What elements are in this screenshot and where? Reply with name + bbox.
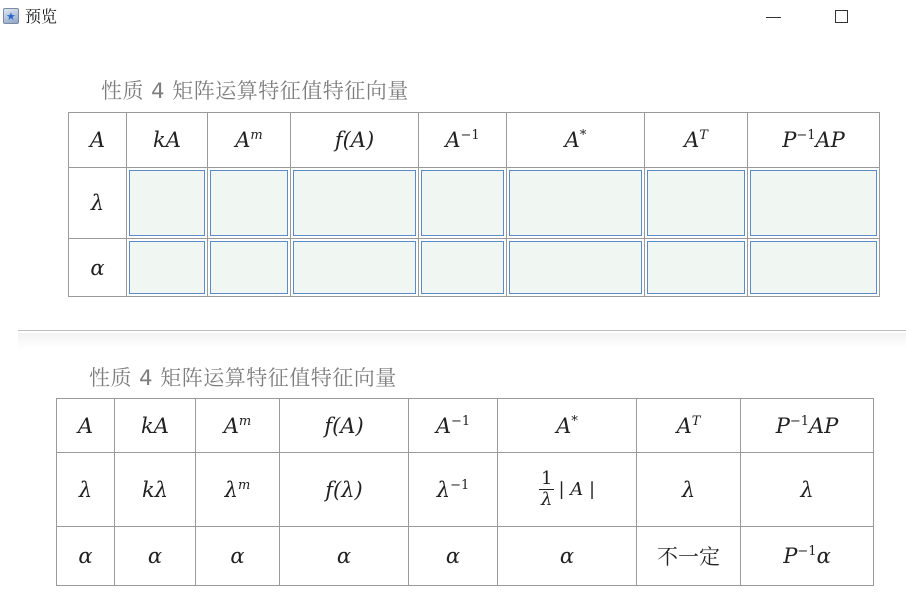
table-header-row [69,113,880,168]
blank-cell [127,168,208,239]
header-cell-at: $A^T$ [645,113,748,168]
header-cell-fa: f(A) [280,399,409,453]
window-title: 预览 [25,7,58,26]
header-cell-ka: kA [115,399,196,453]
fraction: $\frac{1}{\lambda}$ [540,468,553,510]
cell-fa-alpha: α [280,527,409,586]
cell-am-alpha: α [196,527,280,586]
cell-fa-lambda: f(λ) [280,453,409,527]
cell-ainv-alpha: α [409,527,498,586]
header-cell-ainv: $A^{-1}$ [409,399,498,453]
blank-cell [645,239,748,297]
cell-ka-lambda: kλ [115,453,196,527]
blank-cell [419,168,507,239]
blank-cell [748,239,880,297]
header-cell-at: $A^T$ [637,399,741,453]
divider-shadow [18,333,906,349]
header-cell-ka: kA [127,113,208,168]
slide-divider [18,330,906,331]
header-cell-a: A [69,113,127,168]
header-cell-astar: A* [498,399,637,453]
maximize-button[interactable] [828,6,856,28]
cell-ka-alpha: α [115,527,196,586]
header-cell-a: A [57,399,115,453]
row-label-lambda: λ [69,168,127,239]
slide2-table [56,398,874,586]
blank-cell [748,168,880,239]
row-label-alpha: α [69,239,127,297]
cell-astar-alpha: α [498,527,637,586]
table-header-row [57,399,874,453]
cell-pap-lambda: λ [741,453,874,527]
cell-ainv-lambda: $\lambda^{-1}$ [409,453,498,527]
table-row-lambda [57,453,874,527]
header-cell-astar: A* [507,113,645,168]
cell-astar-lambda: $\frac{1}{\lambda}$ | A | [498,453,637,527]
blank-cell [507,168,645,239]
slide1-table [68,112,880,297]
blank-cell [507,239,645,297]
header-cell-am: $A^m$ [208,113,291,168]
minimize-button[interactable] [760,6,788,28]
header-cell-fa: f(A) [291,113,419,168]
header-cell-am: $A^m$ [196,399,280,453]
row-label-alpha: α [57,527,115,586]
cell-pap-alpha: $P^{-1}\alpha$ [741,527,874,586]
blank-cell [291,168,419,239]
preview-app-icon [3,8,19,24]
blank-cell [208,168,291,239]
cell-at-alpha: 不一定 [637,527,741,586]
header-cell-pap: $P^{-1}AP$ [748,113,880,168]
slide1-heading: 性质 4 矩阵运算特征值特征向量 [101,79,409,103]
table-row-lambda [69,168,880,239]
blank-cell [291,239,419,297]
blank-cell [208,239,291,297]
title-bar [0,0,906,34]
slide2-heading: 性质 4 矩阵运算特征值特征向量 [89,366,397,390]
table-row-alpha [69,239,880,297]
cell-at-lambda: λ [637,453,741,527]
blank-cell [645,168,748,239]
blank-cell [419,239,507,297]
row-label-lambda: λ [57,453,115,527]
blank-cell [127,239,208,297]
header-cell-pap: $P^{-1}AP$ [741,399,874,453]
header-cell-ainv: $A^{-1}$ [419,113,507,168]
cell-am-lambda: $\lambda^m$ [196,453,280,527]
table-row-alpha [57,527,874,586]
